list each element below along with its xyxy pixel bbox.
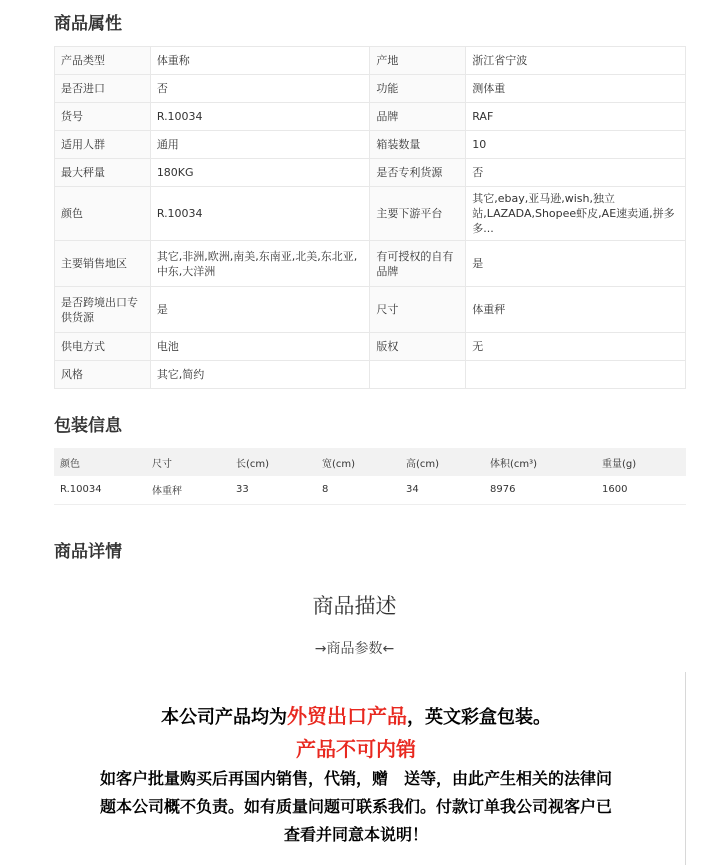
attr-value: 是 xyxy=(150,287,370,333)
attributes-section-title: 商品属性 xyxy=(54,14,122,34)
attr-value: 体重称 xyxy=(150,47,370,75)
attr-key: 版权 xyxy=(370,333,466,361)
notice-text: 本公司产品均为 xyxy=(161,707,287,728)
table-row xyxy=(54,476,686,504)
attr-value: 体重秤 xyxy=(466,287,686,333)
column-header: 体积(cm³) xyxy=(484,448,596,476)
column-header: 高(cm) xyxy=(400,448,484,476)
attr-value: R.10034 xyxy=(150,103,370,131)
packaging-section-title: 包装信息 xyxy=(54,416,122,436)
divider xyxy=(685,672,686,865)
attr-key: 有可授权的自有品牌 xyxy=(370,241,466,287)
table-cell: 34 xyxy=(400,476,484,504)
table-row xyxy=(55,131,686,159)
attr-value: 是 xyxy=(466,241,686,287)
notice-line-1 xyxy=(40,700,672,729)
notice-line-5: 查看并同意本说明！ xyxy=(283,825,428,844)
attr-key: 尺寸 xyxy=(370,287,466,333)
attr-key: 是否专利货源 xyxy=(370,159,466,187)
attr-key: 最大秤量 xyxy=(55,159,151,187)
attr-value: 通用 xyxy=(150,131,370,159)
attr-key xyxy=(370,361,466,389)
table-cell: 8 xyxy=(316,476,400,504)
table-cell: 体重秤 xyxy=(146,476,230,504)
table-row xyxy=(55,47,686,75)
attr-key: 功能 xyxy=(370,75,466,103)
attr-value: RAF xyxy=(466,103,686,131)
attr-value: 测体重 xyxy=(466,75,686,103)
attr-value: 电池 xyxy=(150,333,370,361)
table-row xyxy=(55,103,686,131)
description-subheading: →商品参数← xyxy=(314,641,395,657)
details-section-title: 商品详情 xyxy=(54,542,122,562)
attr-key: 货号 xyxy=(55,103,151,131)
notice-text: ，英文彩盒包装。 xyxy=(407,707,551,728)
table-row xyxy=(55,187,686,241)
attr-key: 是否进口 xyxy=(55,75,151,103)
attr-key: 风格 xyxy=(55,361,151,389)
column-header: 长(cm) xyxy=(230,448,316,476)
attr-key: 产品类型 xyxy=(55,47,151,75)
column-header: 宽(cm) xyxy=(316,448,400,476)
attr-value: 180KG xyxy=(150,159,370,187)
attr-value: R.10034 xyxy=(150,187,370,241)
notice-line-2: 产品不可内销 xyxy=(296,737,416,761)
column-header: 颜色 xyxy=(54,448,146,476)
attributes-table xyxy=(54,46,686,389)
attr-value: 10 xyxy=(466,131,686,159)
attr-value: 其它,非洲,欧洲,南美,东南亚,北美,东北亚,中东,大洋洲 xyxy=(150,241,370,287)
description-heading: 商品描述 xyxy=(312,594,397,618)
attr-key: 是否跨境出口专供货源 xyxy=(55,287,151,333)
attr-value xyxy=(466,361,686,389)
attr-key: 品牌 xyxy=(370,103,466,131)
attr-key: 主要销售地区 xyxy=(55,241,151,287)
table-row xyxy=(55,287,686,333)
table-row xyxy=(55,159,686,187)
notice-highlight: 外贸出口产品 xyxy=(287,704,407,728)
table-row xyxy=(55,241,686,287)
table-cell: R.10034 xyxy=(54,476,146,504)
attr-key: 适用人群 xyxy=(55,131,151,159)
attr-key: 产地 xyxy=(370,47,466,75)
attr-value: 其它,ebay,亚马逊,wish,独立站,LAZADA,Shopee虾皮,AE速卖通,拼多多... xyxy=(466,187,686,241)
table-cell: 33 xyxy=(230,476,316,504)
attr-value: 其它,简约 xyxy=(150,361,370,389)
attr-key: 供电方式 xyxy=(55,333,151,361)
attr-key: 箱装数量 xyxy=(370,131,466,159)
notice-line-3: 如客户批量购买后再国内销售，代销，赠 送等，由此产生相关的法律问 xyxy=(99,769,612,788)
table-cell: 1600 xyxy=(596,476,686,504)
table-row xyxy=(55,75,686,103)
packaging-table xyxy=(54,448,686,505)
attr-value: 无 xyxy=(466,333,686,361)
column-header: 尺寸 xyxy=(146,448,230,476)
table-row xyxy=(55,333,686,361)
notice-line-4: 题本公司概不负责。如有质量问题可联系我们。付款订单我公司视客户已 xyxy=(99,797,612,816)
attr-key: 颜色 xyxy=(55,187,151,241)
attr-value: 否 xyxy=(150,75,370,103)
column-header: 重量(g) xyxy=(596,448,686,476)
attr-value: 否 xyxy=(466,159,686,187)
table-row xyxy=(55,361,686,389)
table-header-row xyxy=(54,448,686,476)
attr-value: 浙江省宁波 xyxy=(466,47,686,75)
table-cell: 8976 xyxy=(484,476,596,504)
attr-key: 主要下游平台 xyxy=(370,187,466,241)
